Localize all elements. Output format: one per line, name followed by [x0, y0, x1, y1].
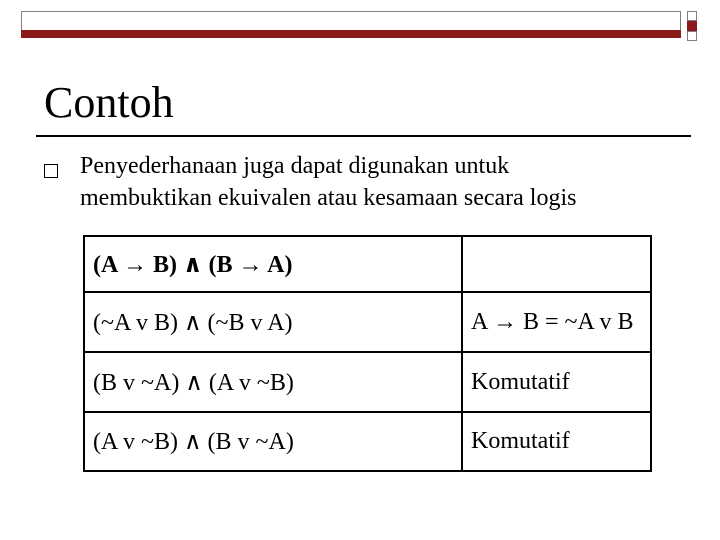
bullet-text — [80, 150, 680, 214]
reason-cell: Komutatif — [462, 412, 651, 471]
title-underline — [36, 135, 691, 137]
table-row — [84, 292, 651, 352]
header-bar-accent — [21, 30, 681, 38]
expression-cell: (~A v B) ∧ (~B v A) — [84, 292, 462, 352]
header-square-middle — [687, 21, 697, 31]
table-row — [84, 236, 651, 292]
reason-cell — [462, 236, 651, 292]
reason-cell: A → B = ~A v B — [462, 292, 651, 352]
square-bullet-icon — [44, 164, 58, 178]
expression-cell: (B v ~A) ∧ (A v ~B) — [84, 352, 462, 412]
expression-cell: (A v ~B) ∧ (B v ~A) — [84, 412, 462, 471]
slide-title: Contoh — [44, 78, 174, 127]
header-square-bottom — [687, 31, 697, 41]
bullet-line-2: membuktikan ekuivalen atau kesamaan secara logis — [80, 185, 577, 211]
reason-cell: Komutatif — [462, 352, 651, 412]
table-row — [84, 352, 651, 412]
expression-cell: (A → B) ∧ (B → A) — [84, 236, 462, 292]
bullet-line-1: Penyederhanaan juga dapat digunakan untuk — [80, 153, 510, 179]
proof-table — [83, 235, 652, 472]
table-row — [84, 412, 651, 471]
header-square-top — [687, 11, 697, 21]
